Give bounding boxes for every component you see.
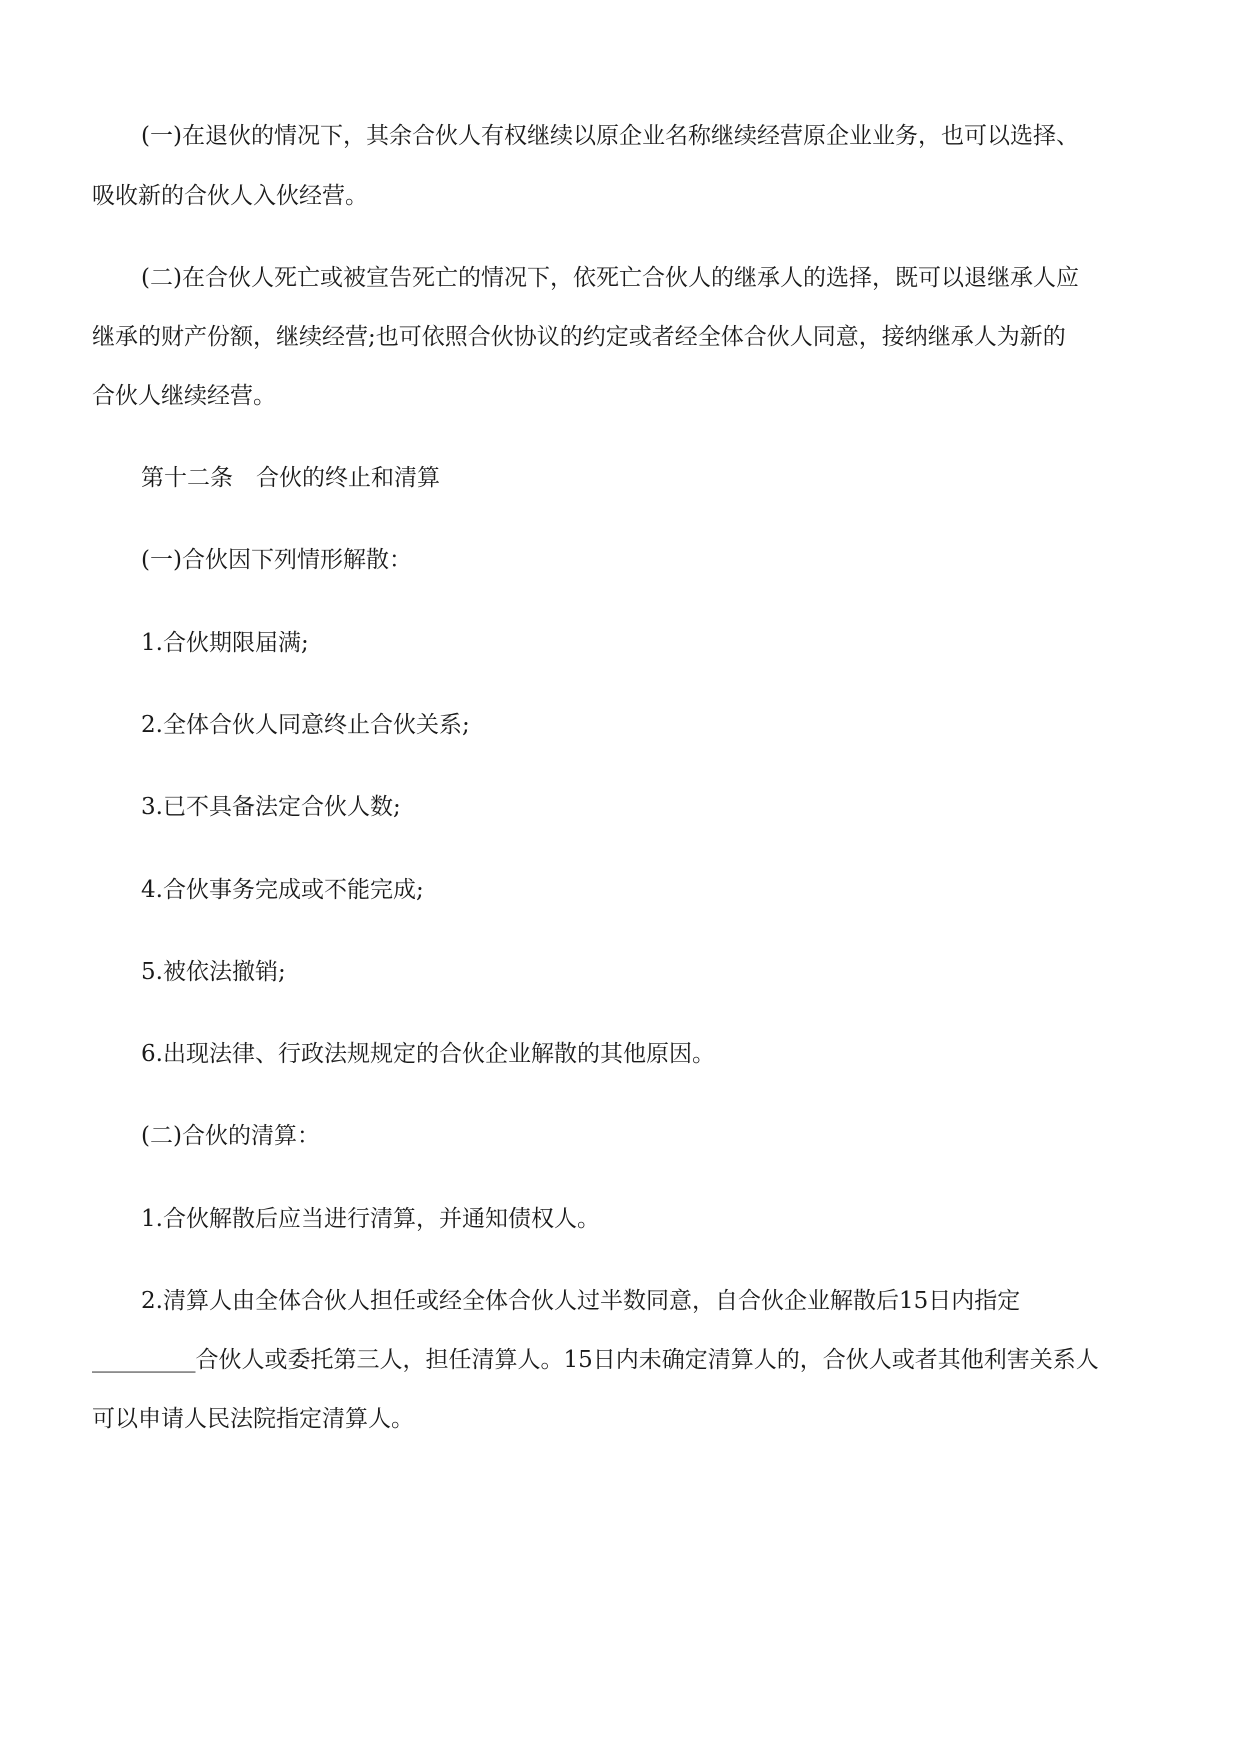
- liquidation-item-2-line-1: 2.清算人由全体合伙人担任或经全体合伙人过半数同意，自合伙企业解散后15日内指定: [141, 1288, 1021, 1314]
- dissolution-intro: (一)合伙因下列情形解散：: [141, 547, 412, 573]
- paragraph-2-line-1: (二)在合伙人死亡或被宣告死亡的情况下，依死亡合伙人的继承人的选择，既可以退继承人应: [141, 265, 1079, 291]
- dissolution-item-4: 4.合伙事务完成或不能完成;: [141, 877, 424, 903]
- article-heading: 第十二条 合伙的终止和清算: [141, 465, 440, 491]
- dissolution-item-2: 2.全体合伙人同意终止合伙关系;: [141, 712, 470, 738]
- paragraph-1-line-1: (一)在退伙的情况下，其余合伙人有权继续以原企业名称继续经营原企业业务，也可以选择、: [141, 123, 1079, 149]
- liquidation-item-2-line-3: 可以申请人民法院指定清算人。: [92, 1406, 414, 1432]
- dissolution-item-6: 6.出现法律、行政法规规定的合伙企业解散的其他原因。: [141, 1041, 715, 1067]
- dissolution-item-5: 5.被依法撤销;: [141, 959, 286, 985]
- liquidation-item-2-line-2: _________合伙人或委托第三人，担任清算人。15日内未确定清算人的，合伙人或者其他利害关系人: [92, 1347, 1099, 1373]
- paragraph-1-line-2: 吸收新的合伙人入伙经营。: [92, 183, 368, 209]
- paragraph-2-line-3: 合伙人继续经营。: [92, 383, 276, 409]
- paragraph-2-line-2: 继承的财产份额，继续经营;也可依照合伙协议的约定或者经全体合伙人同意，接纳继承人为新的: [92, 324, 1066, 350]
- dissolution-item-3: 3.已不具备法定合伙人数;: [141, 794, 401, 820]
- liquidation-intro: (二)合伙的清算：: [141, 1123, 320, 1149]
- dissolution-item-1: 1.合伙期限届满;: [141, 630, 309, 656]
- liquidation-item-1: 1.合伙解散后应当进行清算，并通知债权人。: [141, 1206, 600, 1232]
